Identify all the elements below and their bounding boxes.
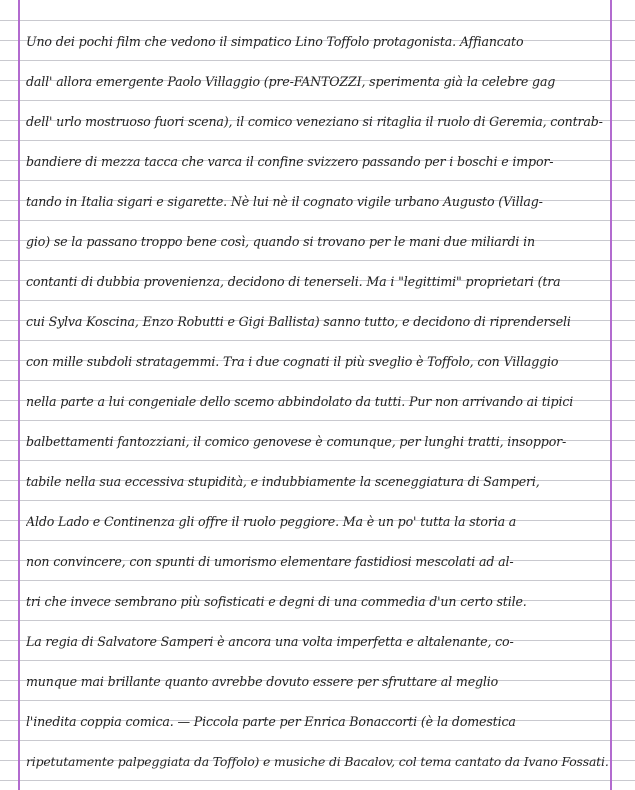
text-line-9: con mille subdoli stratagemmi. Tra i due cognati il più sveglio è Toffolo, con Villaggio <box>26 354 559 369</box>
ruled-line <box>0 380 635 381</box>
text-line-19: ripetutamente palpeggiata da Toffolo) e musiche di Bacalov, col tema cantato da Ivano Fossati. <box>26 754 609 769</box>
ruled-line <box>0 60 635 61</box>
text-line-7: contanti di dubbia provenienza, decidono di tenerseli. Ma i "legittimi" proprietari (tra <box>26 274 561 289</box>
text-line-5: tando in Italia sigari e sigarette. Nè lui nè il cognato vigile urbano Augusto (Villag- <box>26 194 543 209</box>
ruled-line <box>0 660 635 661</box>
text-line-3: dell' urlo mostruoso fuori scena), il comico veneziano si ritaglia il ruolo di Geremia, contrab- <box>26 114 603 129</box>
ruled-line <box>0 500 635 501</box>
ruled-line <box>0 20 635 21</box>
text-line-10: nella parte a lui congeniale dello scemo abbindolato da tutti. Pur non arrivando ai tipici <box>26 394 574 409</box>
ruled-line <box>0 540 635 541</box>
ruled-line <box>0 460 635 461</box>
ruled-line <box>0 420 635 421</box>
text-line-2: dall' allora emergente Paolo Villaggio (pre-FANTOZZI, sperimenta già la celebre gag <box>26 74 556 89</box>
ruled-line <box>0 180 635 181</box>
text-line-13: Aldo Lado e Continenza gli offre il ruolo peggiore. Ma è un po' tutta la storia a <box>26 514 517 529</box>
ruled-line <box>0 100 635 101</box>
text-line-15: tri che invece sembrano più sofisticati e degni di una commedia d'un certo stile. <box>26 594 527 609</box>
text-line-11: balbettamenti fantozziani, il comico genovese è comunque, per lunghi tratti, insoppor- <box>26 434 567 449</box>
text-line-8: cui Sylva Koscina, Enzo Robutti e Gigi Ballista) sanno tutto, e decidono di riprenderseli <box>26 314 571 329</box>
ruled-line <box>0 300 635 301</box>
left-margin-line <box>18 0 20 790</box>
ruled-line <box>0 260 635 261</box>
text-line-12: tabile nella sua eccessiva stupidità, e indubbiamente la sceneggiatura di Samperi, <box>26 474 540 489</box>
ruled-line <box>0 780 635 781</box>
text-line-14: non convincere, con spunti di umorismo elementare fastidiosi mescolati ad al- <box>26 554 514 569</box>
ruled-line <box>0 140 635 141</box>
text-line-4: bandiere di mezza tacca che varca il confine svizzero passando per i boschi e impor- <box>26 154 554 169</box>
ruled-line <box>0 340 635 341</box>
ruled-line <box>0 740 635 741</box>
text-line-16: La regia di Salvatore Samperi è ancora una volta imperfetta e altalenante, co- <box>26 634 514 649</box>
ruled-line <box>0 700 635 701</box>
text-line-18: l'inedita coppia comica. — Piccola parte per Enrica Bonaccorti (è la domestica <box>26 714 516 729</box>
text-line-6: gio) se la passano troppo bene così, quando si trovano per le mani due miliardi in <box>26 234 535 249</box>
ruled-line <box>0 220 635 221</box>
ruled-line <box>0 580 635 581</box>
ruled-line <box>0 620 635 621</box>
text-line-1: Uno dei pochi film che vedono il simpatico Lino Toffolo protagonista. Affiancato <box>26 34 524 49</box>
text-line-17: munque mai brillante quanto avrebbe dovuto essere per sfruttare al meglio <box>26 674 499 689</box>
